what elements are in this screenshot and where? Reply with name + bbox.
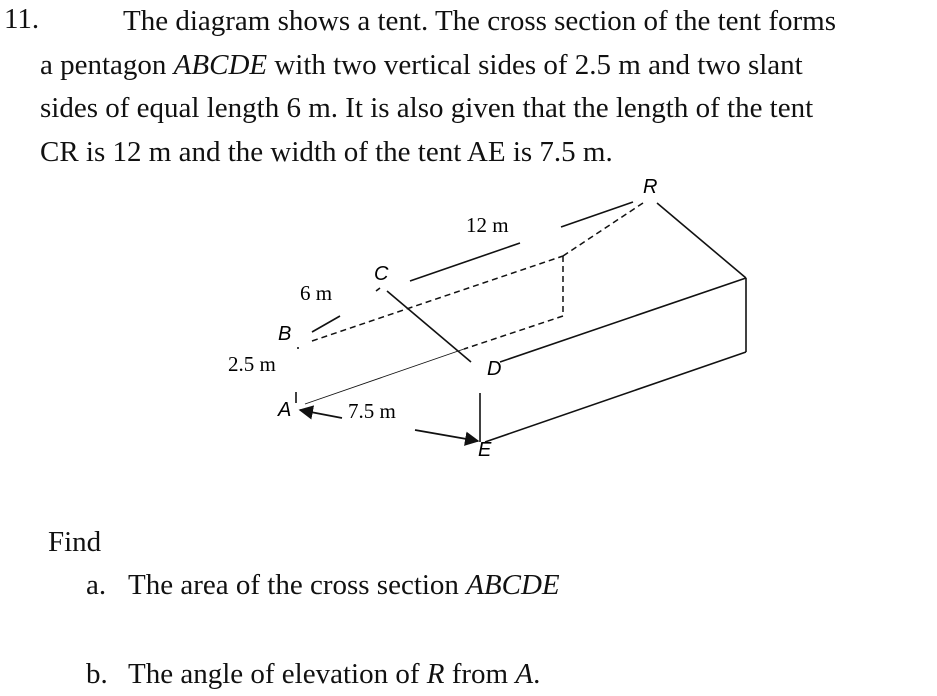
edge-6m-line — [312, 316, 340, 332]
question-line-4: CR is 12 m and the width of the tent AE is 7.5 m. — [40, 135, 613, 168]
point-B-label: B — [278, 323, 292, 345]
task-b: b. The angle of elevation of R from A. — [86, 655, 540, 693]
dimension-width-AE: 7.5 m — [348, 399, 396, 423]
dimension-length-CR: 12 m — [466, 213, 509, 237]
edge-top-right-long — [500, 278, 746, 362]
point-D-label: D — [487, 358, 502, 380]
task-a-label: a. — [86, 569, 107, 601]
task-b-label: b. — [86, 658, 108, 690]
point-A-label: A — [278, 399, 292, 421]
edge-R-dim-line — [561, 202, 633, 227]
task-a: a. The area of the cross section ABCDE — [86, 566, 560, 604]
edge-A-thin — [305, 349, 464, 404]
arrow-to-A — [300, 410, 342, 418]
edge-R-top-right — [657, 203, 746, 278]
edge-bottom-right — [485, 352, 746, 442]
hidden-edge-B — [312, 256, 563, 341]
point-E-label: E — [478, 439, 492, 461]
question-line-2: a pentagon ABCDE with two vertical sides of 2.5 m and two slant — [40, 48, 803, 81]
point-C-label: C — [374, 263, 389, 285]
point-R-label: R — [643, 176, 658, 198]
edge-12m-line — [410, 243, 520, 281]
question-line-1: The diagram shows a tent. The cross section of the tent forms — [123, 5, 837, 37]
dimension-vertical: 2.5 m — [228, 352, 276, 376]
arrow-to-E — [415, 430, 478, 441]
find-heading: Find — [48, 526, 102, 558]
edge-C-tick — [376, 288, 380, 291]
hidden-edge-bottom — [464, 316, 563, 349]
hidden-edge-to-R — [563, 203, 643, 256]
dimension-slant: 6 m — [300, 281, 333, 305]
question-number: 11. — [4, 3, 40, 35]
question-line-3: sides of equal length 6 m. It is also given that the length of the tent — [40, 92, 814, 124]
